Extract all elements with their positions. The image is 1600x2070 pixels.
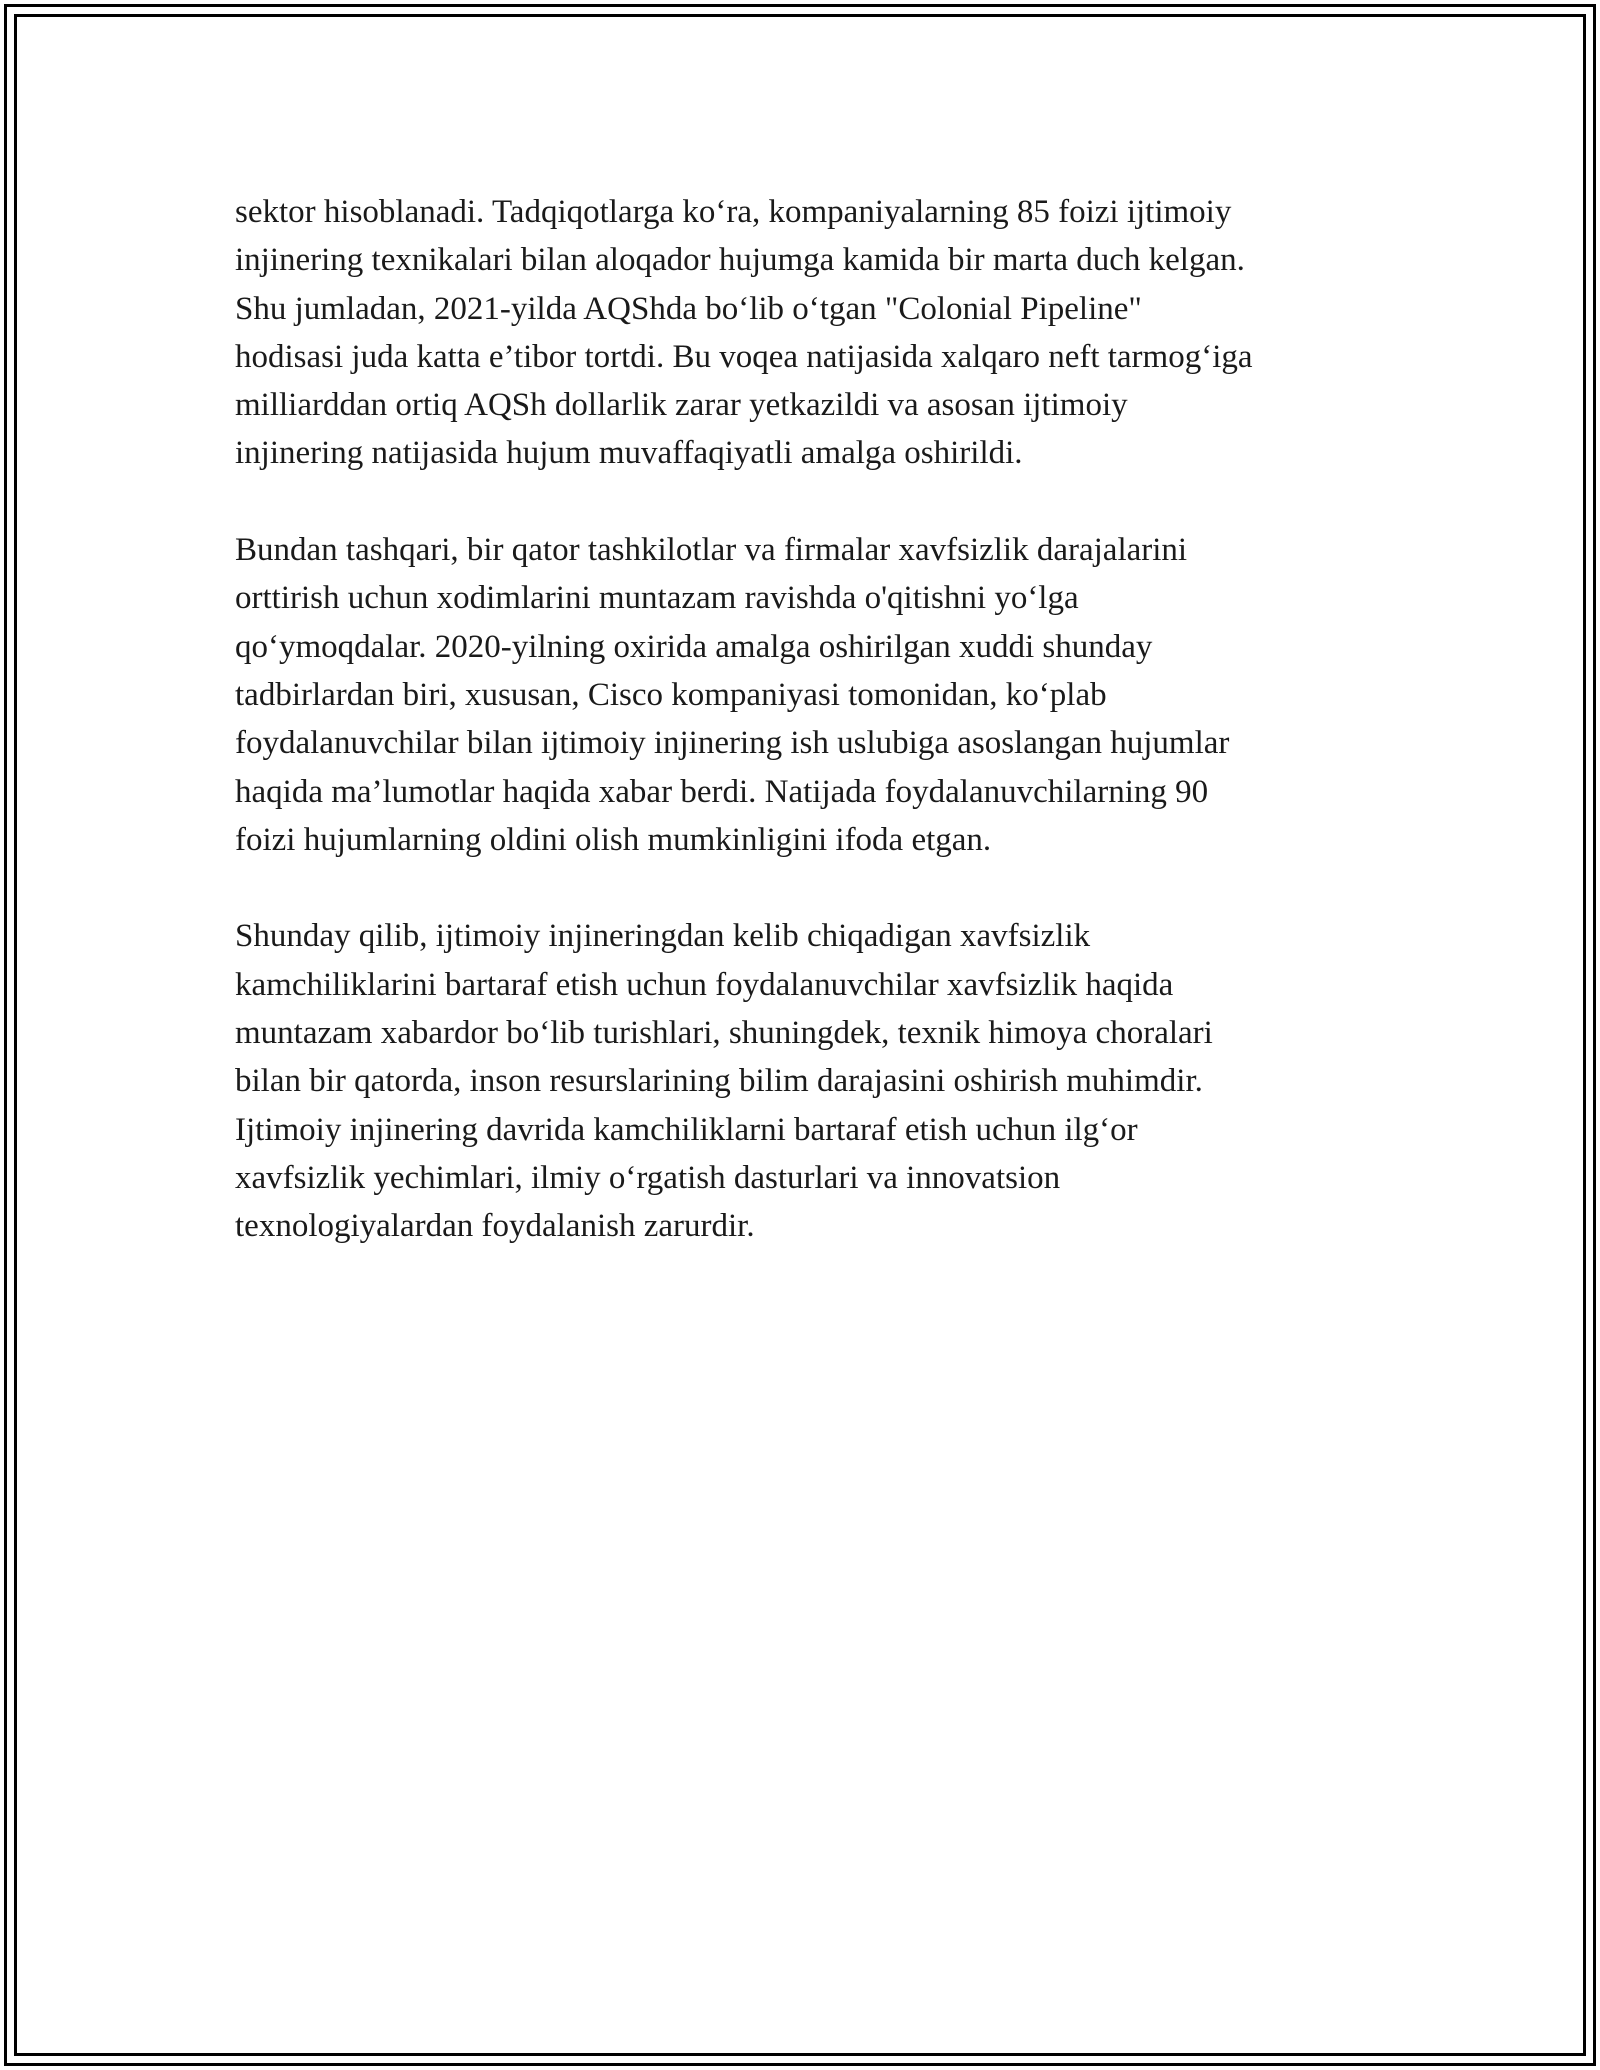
- paragraph-line: foizi hujumlarning oldini olish mumkinligini ifoda etgan.: [235, 821, 992, 858]
- paragraph-line: bilan bir qatorda, inson resurslarining bilim darajasini oshirish muhimdir.: [235, 1063, 1203, 1100]
- document-body: [235, 188, 1415, 1299]
- paragraph-line: tadbirlardan biri, xususan, Cisco kompaniyasi tomonidan, ko‘plab: [235, 676, 1107, 713]
- paragraph-line: foydalanuvchilar bilan ijtimoiy injinering ish uslubiga asoslangan hujumlar: [235, 725, 1230, 762]
- paragraph-line: Bundan tashqari, bir qator tashkilotlar va firmalar xavfsizlik darajalarini: [235, 532, 1188, 569]
- paragraph-2: [235, 526, 1415, 864]
- paragraph-1: [235, 188, 1415, 478]
- paragraph-line: hodisasi juda katta e’tibor tortdi. Bu voqea natijasida xalqaro neft tarmog‘iga: [235, 338, 1253, 375]
- paragraph-line: Shu jumladan, 2021-yilda AQShda bo‘lib o‘tgan "Colonial Pipeline": [235, 290, 1142, 327]
- paragraph-line: kamchiliklarini bartaraf etish uchun foydalanuvchilar xavfsizlik haqida: [235, 966, 1174, 1003]
- paragraph-line: qo‘ymoqdalar. 2020-yilning oxirida amalga oshirilgan xuddi shunday: [235, 628, 1153, 665]
- paragraph-line: orttirish uchun xodimlarini muntazam ravishda o'qitishni yo‘lga: [235, 580, 1079, 617]
- paragraph-line: milliarddan ortiq AQSh dollarlik zarar yetkazildi va asosan ijtimoiy: [235, 387, 1128, 424]
- paragraph-line: xavfsizlik yechimlari, ilmiy o‘rgatish dasturlari va innovatsion: [235, 1159, 1061, 1196]
- paragraph-line: injinering natijasida hujum muvaffaqiyatli amalga oshirildi.: [235, 435, 1023, 472]
- paragraph-line: Ijtimoiy injinering davrida kamchiliklarni bartaraf etish uchun ilg‘or: [235, 1111, 1138, 1148]
- paragraph-3: [235, 912, 1415, 1250]
- paragraph-line: texnologiyalardan foydalanish zarurdir.: [235, 1208, 755, 1245]
- paragraph-line: sektor hisoblanadi. Tadqiqotlarga ko‘ra, kompaniyalarning 85 foizi ijtimoiy: [235, 194, 1232, 230]
- paragraph-line: injinering texnikalari bilan aloqador hujumga kamida bir marta duch kelgan.: [235, 242, 1245, 279]
- paragraph-line: haqida ma’lumotlar haqida xabar berdi. Natijada foydalanuvchilarning 90: [235, 773, 1209, 810]
- paragraph-line: muntazam xabardor bo‘lib turishlari, shuningdek, texnik himoya choralari: [235, 1015, 1213, 1052]
- paragraph-line: Shunday qilib, ijtimoiy injineringdan kelib chiqadigan xavfsizlik: [235, 918, 1091, 955]
